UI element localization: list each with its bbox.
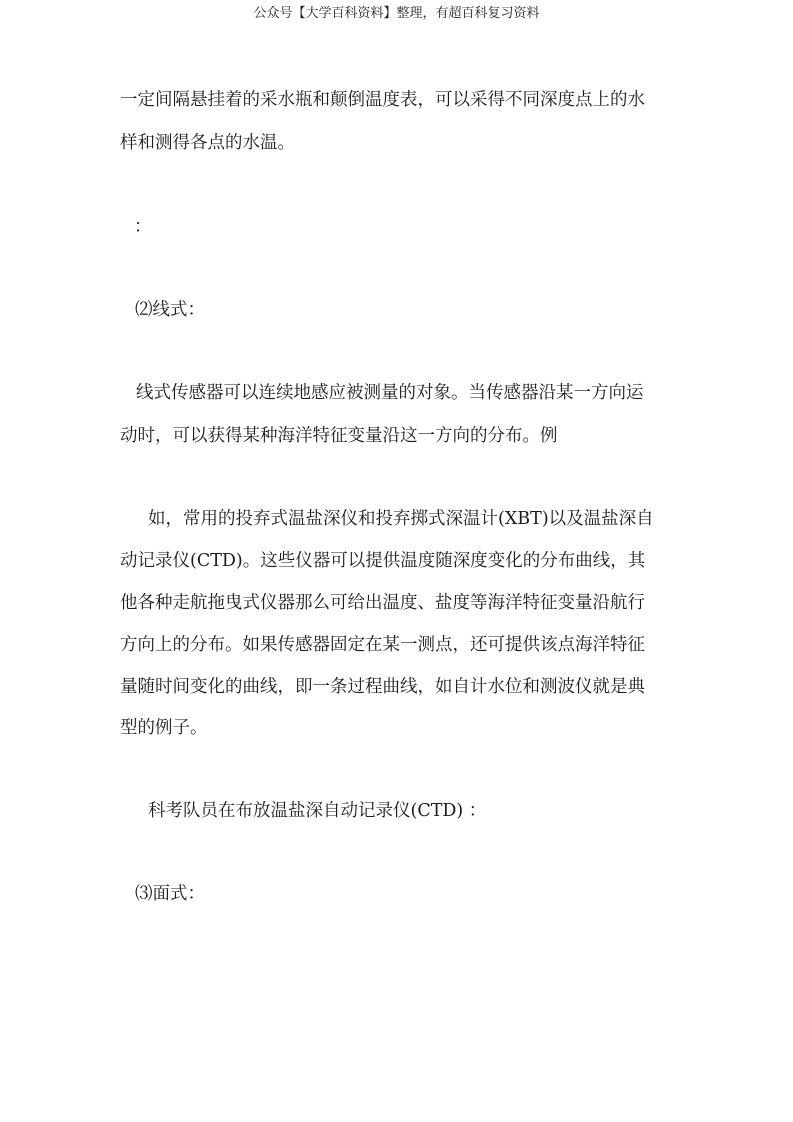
text-line: ： bbox=[134, 217, 152, 237]
section-heading: ⑶面式： bbox=[135, 884, 205, 904]
text-line: 量随时间变化的曲线，即一条过程曲线，如自计水位和测波仪就是典 bbox=[120, 677, 645, 697]
text-line: 如，常用的投弃式温盐深仪和投弃掷式深温计(XBT)以及温盐深自 bbox=[148, 509, 654, 529]
text-line: 一定间隔悬挂着的采水瓶和颠倒温度表，可以采得不同深度点上的水 bbox=[120, 90, 645, 110]
text-line: 方向上的分布。如果传感器固定在某一测点，还可提供该点海洋特征 bbox=[120, 635, 645, 655]
text-line: 型的例子。 bbox=[120, 718, 208, 738]
text-line: 动记录仪(CTD)。这些仪器可以提供温度随深度变化的分布曲线，其 bbox=[120, 551, 646, 571]
text-line: 动时，可以获得某种海洋特征变量沿这一方向的分布。例 bbox=[120, 426, 558, 446]
text-line: 线式传感器可以连续地感应被测量的对象。当传感器沿某一方向运 bbox=[136, 383, 644, 403]
page-header: 公众号【大学百科资料】整理，有超百科复习资料 bbox=[253, 6, 540, 21]
section-heading: ⑵线式： bbox=[135, 300, 205, 320]
text-line: 他各种走航拖曳式仪器那么可给出温度、盐度等海洋特征变量沿航行 bbox=[120, 593, 645, 613]
text-line: 科考队员在布放温盐深自动记录仪(CTD) ： bbox=[148, 801, 487, 821]
text-line: 样和测得各点的水温。 bbox=[120, 133, 295, 153]
